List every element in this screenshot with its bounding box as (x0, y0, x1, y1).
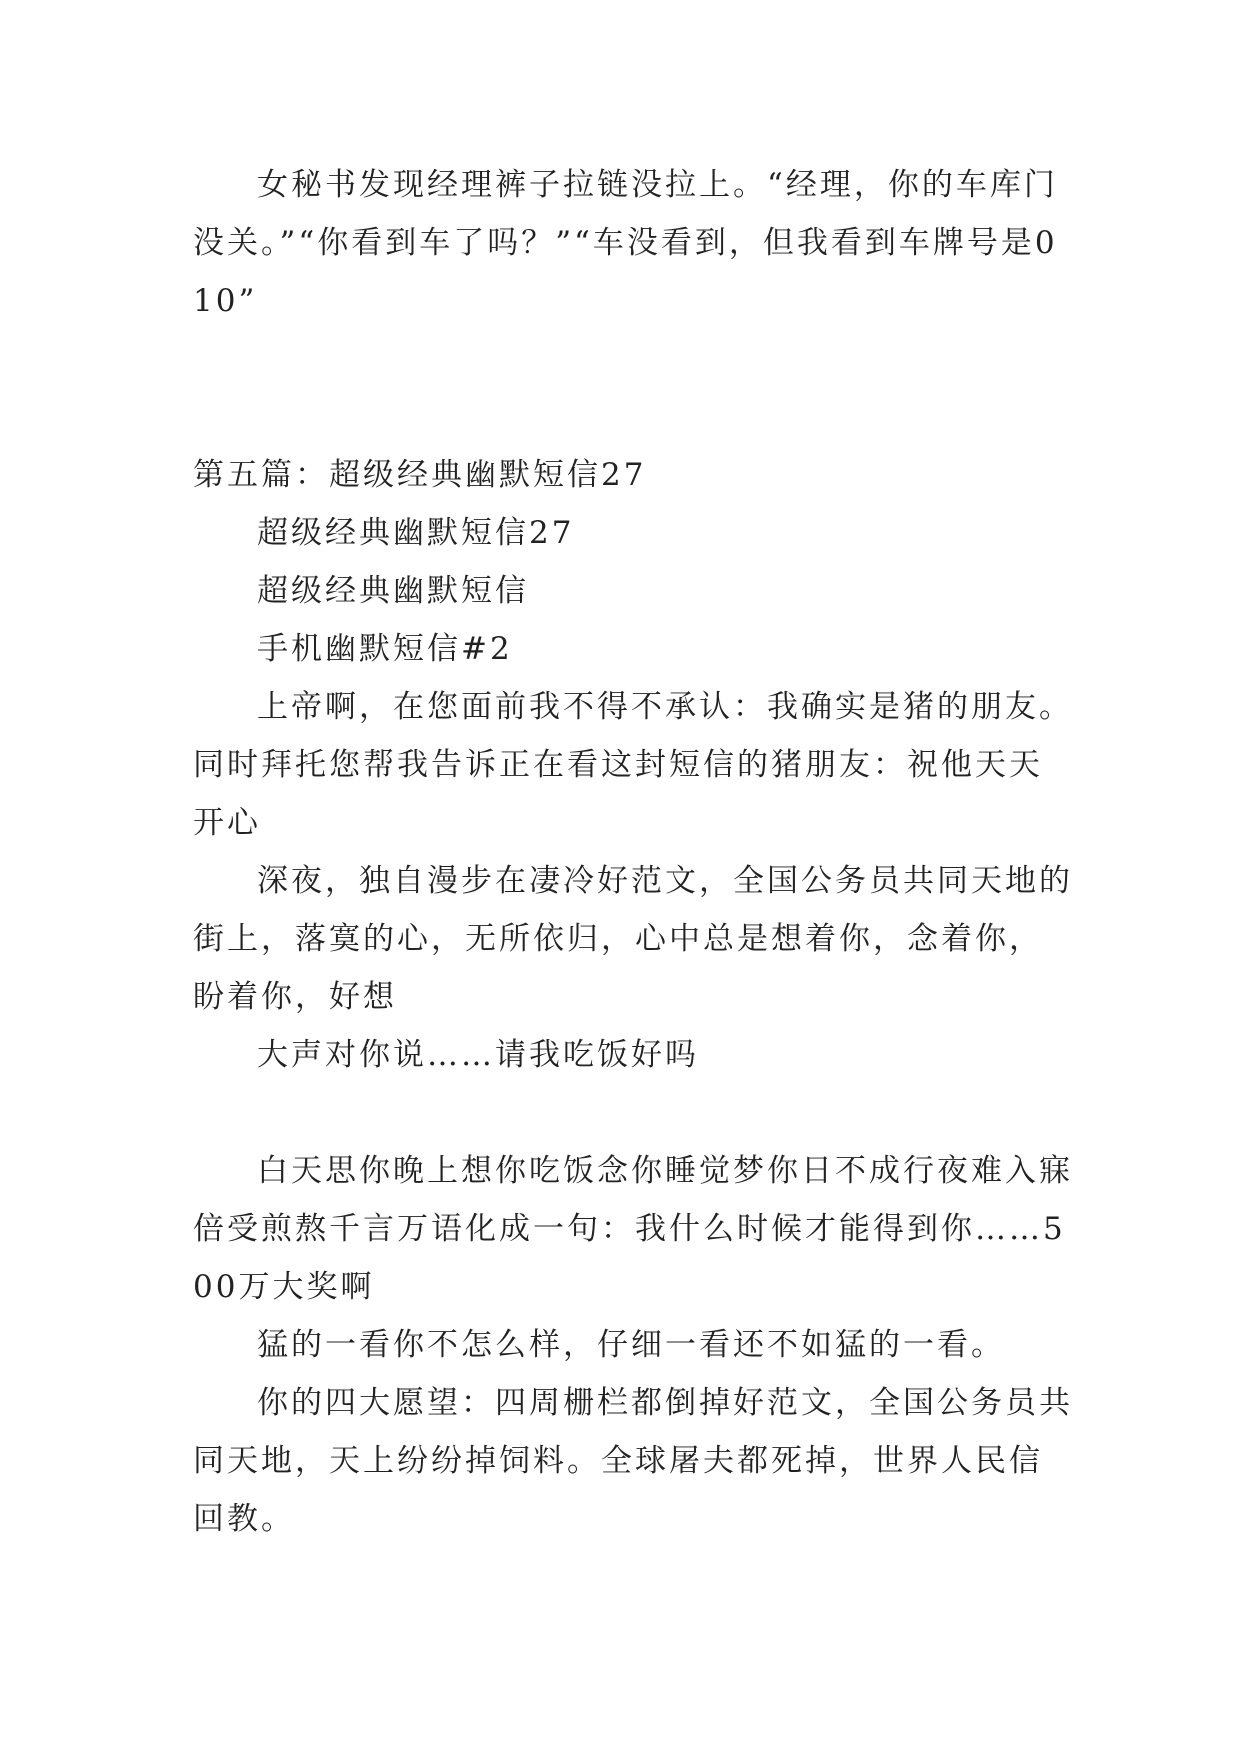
document-body (193, 156, 1073, 1548)
subtitle-1: 超级经典幽默短信27 (257, 515, 575, 551)
paragraph-pig-friend: 上帝啊，在您面前我不得不承认：我确实是猪的朋友。同时拜托您帮我告诉正在看这封短信的猪朋友：祝他天天开心 (193, 689, 1073, 841)
subtitle-3: 手机幽默短信#2 (257, 631, 513, 667)
paragraph-first-look: 猛的一看你不怎么样，仔细一看还不如猛的一看。 (257, 1327, 1005, 1363)
subtitle-2: 超级经典幽默短信 (257, 573, 529, 609)
chapter-heading: 第五篇：超级经典幽默短信27 (193, 457, 647, 493)
section-spacer (193, 330, 1073, 446)
paragraph-late-night: 深夜，独自漫步在凄冷好范文，全国公务员共同天地的街上，落寞的心，无所依归，心中总是想着你，念着你，盼着你，好想 (193, 863, 1073, 1015)
paragraph-secretary-joke: 女秘书发现经理裤子拉链没拉上。“经理，你的车库门没关。”“你看到车了吗？”“车没看到，但我看到车牌号是010” (193, 167, 1058, 319)
paragraph-lottery: 白天思你晚上想你吃饭念你睡觉梦你日不成行夜难入寐倍受煎熬千言万语化成一句：我什么时候才能得到你……500万大奖啊 (193, 1153, 1073, 1305)
paragraph-dinner: 大声对你说……请我吃饭好吗 (257, 1037, 699, 1073)
paragraph-spacer (193, 1084, 1073, 1142)
paragraph-four-wishes: 你的四大愿望：四周栅栏都倒掉好范文，全国公务员共同天地，天上纷纷掉饲料。全球屠夫都死掉，世界人民信回教。 (193, 1385, 1073, 1537)
